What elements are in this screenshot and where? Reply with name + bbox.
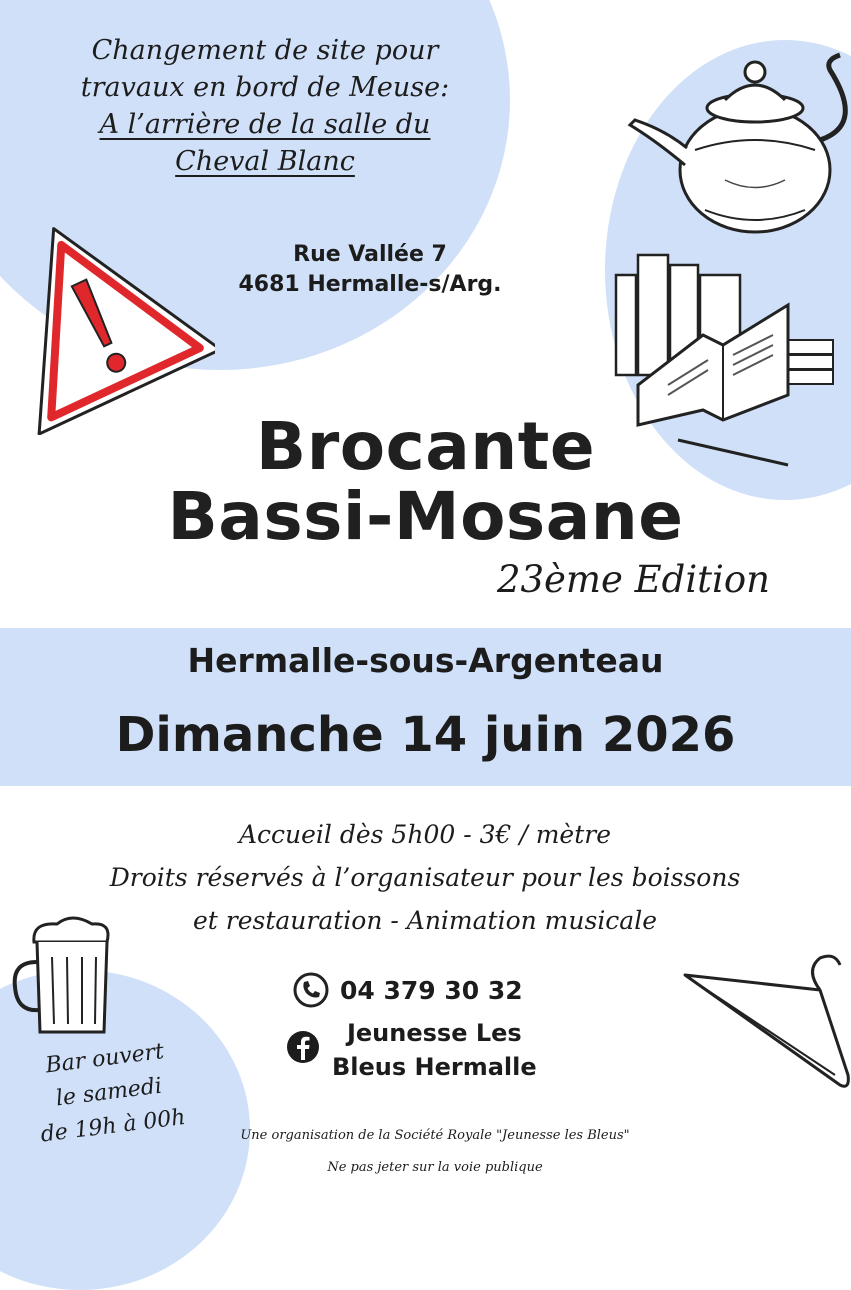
phone-icon [292,971,330,1009]
facebook-page-name: Jeunesse Les [346,1019,522,1047]
bar-line: Bar ouvert [44,1039,166,1079]
hanger-icon [680,950,851,1100]
address [180,240,560,300]
info-line: Droits réservés à l’organisateur pour les boissons [109,863,741,892]
event-title-line: Brocante [255,408,596,485]
beer-mug-icon [12,912,122,1042]
event-edition: 23ème Edition [496,558,770,601]
bar-line: le samedi [54,1073,164,1112]
info-line: Accueil dès 5h00 - 3€ / mètre [238,820,612,849]
address-street: Rue Vallée 7 [293,242,447,267]
bar-line: de 19h à 00h [39,1104,187,1148]
address-city: 4681 Hermalle-s/Arg. [238,272,502,297]
facebook-contact [286,1016,537,1084]
litter-note: Ne pas jeter sur la voie publique [327,1160,543,1175]
event-title [0,408,851,555]
event-date: Dimanche 14 juin 2026 [115,707,736,763]
notice-location-line: Cheval Blanc [175,146,355,177]
site-change-notice [30,32,500,180]
phone-contact [292,968,523,1012]
notice-line: Changement de site pour [91,35,439,66]
notice-location-line: A l’arrière de la salle du [99,109,431,140]
event-town: Hermalle-sous-Argenteau [187,641,664,680]
facebook-icon [286,1030,320,1064]
info-line: et restauration - Animation musicale [192,906,658,935]
event-title-line: Bassi-Mosane [167,478,684,555]
warning-icon [0,195,215,435]
event-info [40,813,810,942]
phone-number: 04 379 30 32 [340,975,523,1005]
organiser-note: Une organisation de la Société Royale "Jeunesse les Bleus" [240,1128,630,1143]
facebook-page-name: Bleus Hermalle [332,1053,537,1081]
teapot-icon [625,30,851,250]
notice-line: travaux en bord de Meuse: [80,72,450,103]
